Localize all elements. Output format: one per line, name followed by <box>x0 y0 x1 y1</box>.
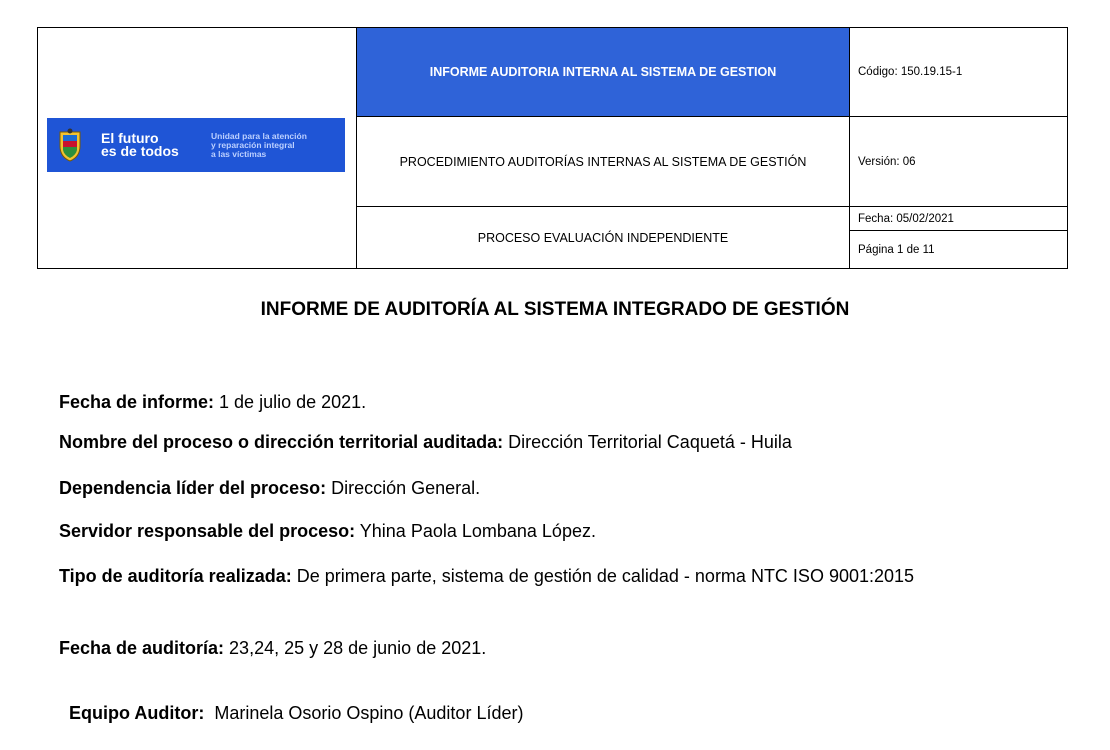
field-value: Dirección Territorial Caquetá - Huila <box>503 432 792 452</box>
logo-cell <box>38 28 357 268</box>
field-value: Marinela Osorio Ospino (Auditor Líder) <box>204 703 524 723</box>
field-label: Fecha de informe: <box>59 392 215 412</box>
document-title: INFORME DE AUDITORÍA AL SISTEMA INTEGRADO DE GESTIÓN <box>260 299 850 320</box>
field-label: Equipo Auditor: <box>69 703 205 723</box>
field-audit-date <box>59 637 1059 659</box>
field-label: Nombre del proceso o dirección territorial auditada: <box>59 432 504 452</box>
page-cell: Página 1 de 11 <box>858 243 935 256</box>
field-label: Dependencia líder del proceso: <box>59 478 327 498</box>
field-audit-team <box>59 680 1059 724</box>
field-value: De primera parte, sistema de gestión de calidad - norma NTC ISO 9001:2015 <box>291 566 915 586</box>
coat-of-arms-icon <box>57 128 83 162</box>
field-value: 1 de julio de 2021. <box>214 392 367 412</box>
document-header-table <box>37 27 1068 269</box>
field-label: Fecha de auditoría: <box>59 638 225 658</box>
process-cell: PROCESO EVALUACIÓN INDEPENDIENTE <box>357 207 850 268</box>
field-label: Servidor responsable del proceso: <box>59 521 356 541</box>
field-process-name <box>59 431 1059 453</box>
code-cell: Código: 150.19.15-1 <box>850 28 1067 117</box>
field-report-date <box>59 391 1059 413</box>
field-value: Dirección General. <box>326 478 481 498</box>
field-value: 23,24, 25 y 28 de junio de 2021. <box>224 638 487 658</box>
procedure-cell: PROCEDIMIENTO AUDITORÍAS INTERNAS AL SISTEMA DE GESTIÓN <box>357 117 850 207</box>
organization-logo <box>47 118 345 172</box>
logo-slogan: El futuro es de todos <box>101 130 179 159</box>
field-audit-type <box>59 565 1049 587</box>
field-value: Yhina Paola Lombana López. <box>355 521 596 541</box>
date-cell: Fecha: 05/02/2021 <box>850 207 1067 231</box>
field-lead-unit <box>59 477 1059 499</box>
version-cell: Versión: 06 <box>850 117 1067 207</box>
field-label: Tipo de auditoría realizada: <box>59 566 292 586</box>
field-responsible <box>59 520 1059 542</box>
report-title-cell: INFORME AUDITORIA INTERNA AL SISTEMA DE GESTION <box>357 28 850 117</box>
logo-entity-name: Unidad para la atención y reparación integral a las víctimas <box>211 130 307 159</box>
